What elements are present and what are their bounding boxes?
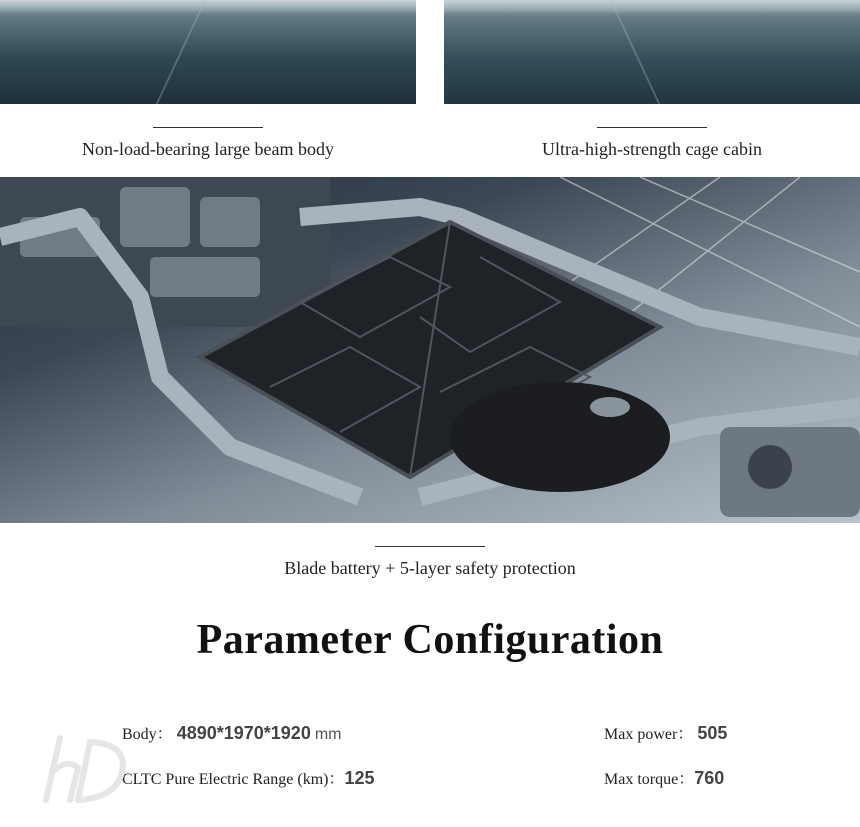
param-body-unit: mm [314,726,342,743]
param-body [122,721,341,744]
chassis-blade-battery-photo [0,177,860,523]
param-torque [604,766,724,789]
param-range [122,766,375,789]
param-range-value: 125 [344,768,375,788]
param-power-value: 505 [697,723,728,743]
param-power-label: Max power： [604,726,694,743]
param-body-label: Body： [122,726,173,743]
param-body-value: 4890*1970*1920 [176,723,311,743]
param-torque-value: 760 [694,768,725,788]
chassis-illustration [0,177,860,523]
param-range-label: CLTC Pure Electric Range (km)： [122,771,345,788]
caption-divider [597,127,707,128]
param-torque-label: Max torque： [604,771,695,788]
left-feature-caption: Non-load-bearing large beam body [81,139,335,159]
caption-divider [153,127,263,128]
caption-divider [375,546,485,547]
right-feature-caption: Ultra-high-strength cage cabin [542,139,762,159]
hd-logo-watermark [38,732,130,804]
vehicle-body-photo [0,0,416,104]
cage-cabin-photo [444,0,860,104]
param-power [604,721,727,744]
section-title: Parameter Configuration [196,617,664,663]
battery-caption: Blade battery + 5-layer safety protection [284,558,576,578]
